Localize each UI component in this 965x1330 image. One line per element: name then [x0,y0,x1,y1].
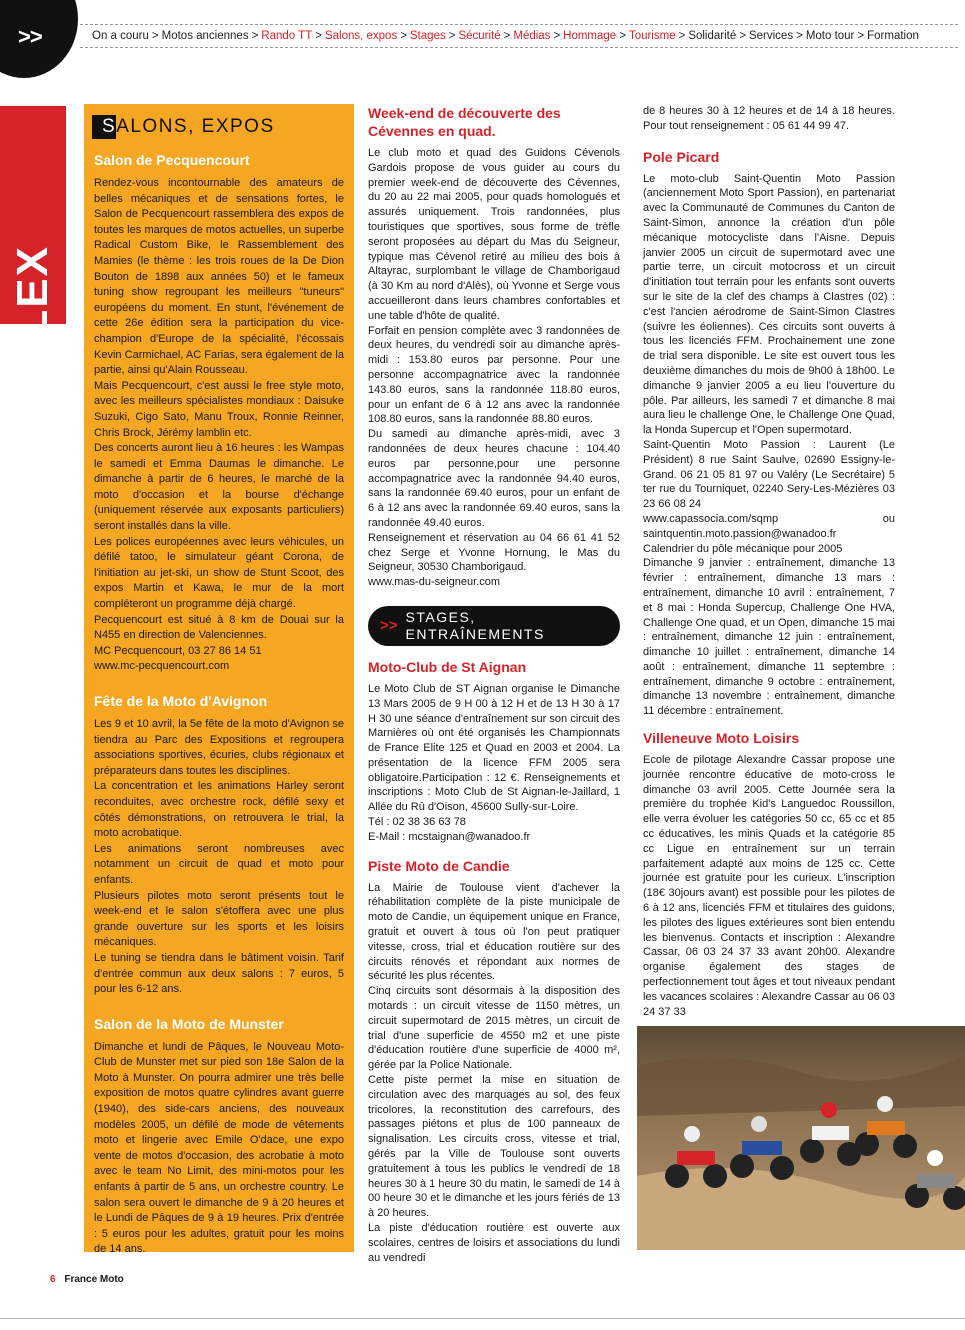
paragraph: Le club moto et quad des Guidons Cévenols Gardois propose de vous guider au cours du premier week-end de découverte des Cévennes, du 20 au 22 mai 2005, pour quads homologués et assurés uniquement. Trois randonnées, plus touristiques que sportives, sous forme de trèfle seront proposées au départ du Mas du Seigneur, typique mas Cévenol retiré au milieu des bois à Altayrac, surplombant le village de Chamborigaud (à 30 Km au nord d'Alès), où Yvonne et Serge vous accueilleront dans leurs chambres confortables et une table d'hôte de qualité. [368,147,620,322]
page-footer [50,1274,124,1285]
paragraph: Plusieurs pilotes moto seront présents tout le week-end et le salon s'étoffera avec une plus grande ouverture sur les sports et les loisirs mécaniques. [94,889,344,949]
chevrons-icon: >> [380,617,398,635]
breadcrumb-item[interactable]: Solidarité [688,30,737,42]
breadcrumb-separator: > [619,30,626,42]
contact-phone: Tél : 02 38 36 63 78 [368,816,466,829]
stages-label-line1: STAGES, [405,608,476,625]
breadcrumb-separator: > [315,30,322,42]
paragraph: Rendez-vous incontournable des amateurs de belles mécaniques et de sensations fortes, le Salon de Pecquencourt rassemblera des expos de toutes les marques de motos actuelles, un superbe Radical Custom Bike, le Rassemblement des Mamies (le thème : les trois roues de la De Dion Bouton de 1898 aux années 50) et le fameux tuning show regroupant les meilleurs "tuneurs" européens du moment. En stunt, l'événement de cette 26e édition sera la participation du vice-champion d'Europe de la spécialité, l'écossais Kevin Carmichael, AC Farias, sera également de la partie, ainsi qu'Alain Rousseau. [94,177,344,377]
breadcrumb-item[interactable]: Formation [867,30,919,42]
motocross-photo [637,1026,965,1250]
article-title-cevennes: Week-end de découverte des Cévennes en quad. [368,105,561,139]
telex-label: TÉLEX [8,245,57,397]
paragraph: Saint-Quentin Moto Passion : Laurent (Le Président) 8 rue Saint Saulve, 02690 Essigny-le-Grand. 06 21 05 81 97 ou Valéry (Le Secrétaire) 5 ter rue du Tourniquet, 02240 Sery-Les-Mézières 03 23 66 08 24 [643,438,895,511]
breadcrumb-separator: > [448,30,456,42]
article-title-candie: Piste Moto de Candie [368,857,510,874]
breadcrumb-separator: > [553,30,561,42]
magazine-name: France Moto [64,1274,124,1285]
paragraph: Ecole de pilotage Alexandre Cassar propose une journée rencontre éducative de moto-cross le dimanche 03 avril 2005. Cette Journée sera la première du trophée Kid's Languedoc Roussillon, elle verra évoluer les catégories 50 cc, 65 cc et 85 cc éducatives, les minis Quads et la catégorie 85 cc Ligue en entraînement sur un terrain parfaitement adapté aux moins de 125 cc. Cette journée est gratuite pour les curieux. L'inscription (18€ 30jours avant) est possible pour les pilotes de 6 à 12 ans, licenciés FFM et titulaires des guidons, les pilotes des ligues extérieures sont bien entendu les bienvenus. Contacts et inscription : Alexandre Cassar, 06 03 24 37 33 avant 20h00. Alexandre organise également des stages de perfectionnement tout âges et tout niveaux pendant les vacances scolaires : Alexandre Cassar au 06 03 24 37 33 [643,754,895,1018]
paragraph: Le moto-club Saint-Quentin Moto Passion (anciennement Moto Sport Passion), en partenariat avec la Communauté de Communes du Canton de Saint-Simon, annonce la création d'un pôle mécanique motocycliste dans l'Aisne. Depuis janvier 2005 un circuit de supermotard avec une partie terre, un circuit motocross et un circuit d'initiation tout terrain pour les enfants sont ouverts sur le site de la clef des champs à Clastres (02) : c'est l'ancien aérodrome de Saint-Simon Clastres (suivre les éoliennes). Ces circuits sont ouverts à tous les licenciés FFM. Prochainement une zone de trial sera disponible. Le site est ouvert tous les deuxième dimanches du mois de 9h00 à 18h00. Le dimanche 9 janvier 2005 a eu lieu l'ouverture du pôle. Par ailleurs, les samedi 7 et dimanche 8 mai aura lieu le challenge One, le Challenge One Quad, la Honda Supercup et l'Open supermotard. [643,172,895,437]
breadcrumb-item[interactable]: Rando TT [261,30,313,42]
paragraph: Le tuning se tiendra dans le bâtiment voisin. Tarif d'entrée commun aux deux salons : 7 euros, 5 pour les 6-12 ans. [94,951,344,996]
breadcrumb-item[interactable]: Stages [409,30,446,42]
breadcrumb-separator: > [151,30,159,42]
corner-arrows-icon: >> [18,24,42,49]
paragraph: Calendrier du pôle mécanique pour 2005 [643,542,843,555]
breadcrumb-separator: > [796,30,803,42]
right-column [643,104,895,1019]
section-heading-stages [368,606,620,646]
paragraph: Dimanche 9 janvier : entraînement, dimanche 13 février : entraînement, dimanche 13 mars : entraînement, dimanche 10 avril : entraînement, 7 et 8 mai : Honda Supercup, Challenge One HVA, Challenge One quad, et un Open, dimanche 15 mai : entraînement, dimanche 12 juin : entraînement, dimanche 10 juillet : entraînement, dimanche 14 août : entraînement, dimanche 11 septembre : entraînement, dimanche 9 octobre : entraînement, dimanche 13 novembre : entraînement, dimanche 11 décembre : entraînement. [643,557,895,718]
breadcrumb-separator: > [678,30,686,42]
breadcrumb [80,24,958,48]
breadcrumb-item[interactable]: Moto tour [805,30,855,42]
motocross-photo-image [637,1026,965,1250]
article-title-st-aignan: Moto-Club de St Aignan [368,658,527,675]
section-heading-salons [92,112,344,142]
paragraph: La piste d'éducation routière est ouverte aux scolaires, centres de loisirs et associations du lundi au vendredi [368,1222,620,1264]
footer-divider [0,1318,965,1319]
stages-label-line2: ENTRAÎNEMENTS [405,625,545,642]
breadcrumb-separator: > [400,30,407,42]
article-title-villeneuve: Villeneuve Moto Loisirs [643,730,800,747]
telex-band [0,106,66,397]
paragraph: Les animations seront nombreuses avec notamment un circuit de quad et moto pour enfants. [94,842,344,886]
website-link[interactable]: www.capassocia.com/sqmp ou saintquentin.moto.passion@wanadoo.fr [643,512,895,540]
contact-email[interactable]: E-Mail : mcstaignan@wanadoo.fr [368,830,531,843]
paragraph: Forfait en pension complète avec 3 randonnées de deux heures, du vendredi soir au dimanche après-midi : 153.80 euros par personne. Pour une personne accompagnatrice avec la randonnée 143.80 euros, sans la randonnée 118.80 euros, pour un enfant de 6 à 12 ans avec la randonnée 108.80 euros, sans la randonnée 88.80 euros. [368,324,620,426]
breadcrumb-item[interactable]: Tourisme [628,30,676,42]
breadcrumb-item[interactable]: Services [748,30,794,42]
website-link[interactable]: www.mc-pecquencourt.com [94,660,230,673]
paragraph: Du samedi au dimanche après-midi, avec 3 randonnées de deux heures chacune : 104.40 euros par personne,pour une personne accompagnatrice avec la randonnée 94.40 euros, sans la randonnée 69.40 euros, pour un enfant de 6 à 12 ans avec la randonnée 69.40 euros, sans la randonnée 49.40 euros. [368,428,620,529]
paragraph: La Mairie de Toulouse vient d'achever la réhabilitation complète de la piste municipale de moto de Candie, un équipement unique en France, gratuit et ouvert à tous où l'on peut pratiquer vitesse, cross, trial et éducation routière sur des circuits rénovés et répondant aux normes de sécurité les plus récentes. [368,881,620,983]
middle-column [368,104,620,1265]
article-title-munster: Salon de la Moto de Munster [94,1015,284,1032]
breadcrumb-item[interactable]: Hommage [563,30,617,42]
paragraph: de 8 heures 30 à 12 heures et de 14 à 18 heures. Pour tout renseignement : 05 61 44 99 47. [643,105,895,132]
breadcrumb-item[interactable]: Médias [513,30,551,42]
article-title-pole-picard: Pole Picard [643,148,720,165]
breadcrumb-item[interactable]: Motos anciennes [161,30,249,42]
paragraph: Mais Pecquencourt, c'est aussi le free style moto, avec les meilleurs spécialistes mondiaux : Daisuke Suzuki, Cigo Sato, Manu Troux, Ronnie Reinner, Chris Brock, Jérémy lamblin etc. [94,379,344,439]
paragraph: Les polices européennes avec leurs véhicules, un défilé tatoo, le simulateur géant Corona, de l'initiation au jet-ski, un show de Stunt Scoot, des expos Martin et Kawa, le mur de la mort compléteront un programme déjà chargé. [94,535,344,611]
article-title-pecquencourt: Salon de Pecquencourt [94,152,250,168]
salons-expos-column [84,104,354,1256]
breadcrumb-separator: > [857,30,865,42]
paragraph: Cinq circuits sont désormais à la disposition des motards : un circuit vitesse de 1150 mètres, un circuit supermotard de 2015 mètres, un circuit de trial d'une superficie de 4550 m2 et une piste d'éducation routière d'une superficie de 4000 m², gérée par la Police Nationale. [368,985,620,1072]
paragraph: Cette piste permet la mise en situation de circulation avec des marquages au sol, des feux tricolores, la reconstitution des carrefours, des passages piétons et plus de 100 panneaux de signalisation. Les circuits cross, vitesse et trial, gérés par la Ville de Toulouse sont ouverts gratuitement à tous les publics le vendredi de 18 heures 30 à 1 heure 30 du matin, le samedi de 14 à 00 heure 30 et le dimanche et les jours fériés de 13 à 20 heures. [368,1074,620,1220]
contact-phone: MC Pecquencourt, 03 27 86 14 51 [94,644,262,657]
paragraph: Dimanche et lundi de Pâques, le Nouveau Moto-Club de Munster met sur pied son 18e Salon de la Moto à Munster. On pourra admirer une très belle exposition de motos quatre cylindres avant guerre (1940), des side-cars anciens, des nouveaux modèles 2005, un défilé de mode de vêtements moto et lingerie avec Emile O'dace, une expo vente de motos d'occasion, des acrobatie à moto avec le team No Limit, des mini-motos pour les enfants à partir de 5 ans, un orchestre country. Le salon sera ouvert le dimanche de 9 à 20 heures et le Lundi de Pâques de 9 à 19 heures. Prix d'entrée : 5 euros pour les adultes, gratuit pour les moins de 14 ans. [94,1040,344,1256]
article-title-avignon: Fête de la Moto d'Avignon [94,693,268,709]
heading-rest: ALONS, EXPOS [116,116,275,137]
page-number: 6 [50,1274,56,1285]
paragraph: La concentration et les animations Harley seront reconduites, avec orchestre rock, défilé sexy et côtés démonstrations, on retrouvera le trial, la moto acrobatique. [94,780,344,840]
breadcrumb-item[interactable]: Salons, expos [324,30,398,42]
breadcrumb-separator: > [503,30,511,42]
breadcrumb-item[interactable]: On a couru [92,30,149,42]
breadcrumb-separator: > [251,30,259,42]
breadcrumb-item[interactable]: Sécurité [458,30,501,42]
paragraph: Des concerts auront lieu à 16 heures : les Wampas le samedi et Emma Daumas le dimanche. Le dimanche à partir de 6 heures, le marché de la moto d'occasion et la bourse d'échange (uniquement réservée aux exposants particuliers) seront installés dans la ville. [94,442,344,533]
website-link[interactable]: www.mas-du-seigneur.com [368,576,501,589]
paragraph: Les 9 et 10 avril, la 5e fête de la moto d'Avignon se tiendra au Parc des Expositions et regroupera associations sportives, écuries, clubs régionaux et préparateurs dans toutes les disciplines. [94,718,344,777]
breadcrumb-separator: > [739,30,746,42]
heading-first-letter: S [102,116,117,137]
paragraph: Le Moto Club de ST Aignan organise le Dimanche 13 Mars 2005 de 9 H 00 à 12 H et de 13 H 30 à 17 H 30 une séance d'entraînement sur son circuit des Marnières où ont été organisés les Championnats de France Elite 125 et Quad en 2003 et 2004. La présentation de la licence FFM 2005 sera obligatoire.Participation : 12 €. Renseignements et inscriptions : Moto Club de St Aignan-le-Jaillard, 1 Allée du Rû d'Oison, 45600 Sully-sur-Loire. [368,682,620,814]
paragraph: Renseignement et réservation au 04 66 61 41 52 chez Serge et Yvonne Hornung, le Mas du Seigneur, 30530 Chamborigaud. [368,531,620,574]
paragraph: Pecquencourt est situé à 8 km de Douai sur la N455 en direction de Valenciennes. [94,613,344,642]
